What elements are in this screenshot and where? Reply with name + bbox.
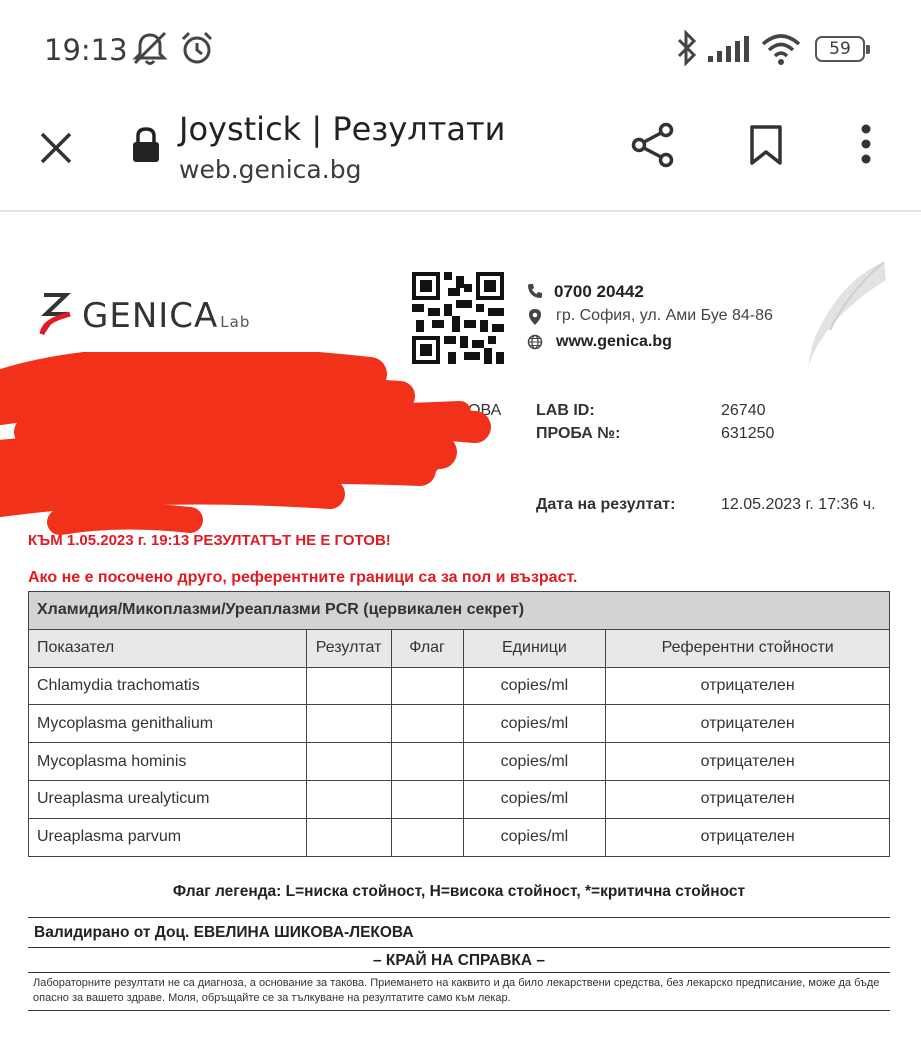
battery-level: 59 (829, 39, 851, 59)
logo-name: GENICA (82, 296, 219, 336)
table-title-row (29, 592, 890, 630)
page-title[interactable]: Joystick | Резултати (179, 110, 506, 148)
units-cell: copies/ml (463, 780, 606, 818)
column-header: Референтни стойности (606, 629, 890, 667)
flag-cell (391, 780, 463, 818)
column-header: Флаг (391, 629, 463, 667)
location-pin-icon (528, 308, 542, 326)
not-ready-prefix: КЪМ 1 (28, 532, 76, 549)
results-table (28, 591, 890, 857)
reference-note: Ако не е посочено друго, референтните граници са за пол и възраст. (28, 569, 578, 586)
table-header-row (29, 629, 890, 667)
patient-name-partial: ОВА (468, 402, 502, 419)
bluetooth-icon (676, 30, 698, 66)
result-cell (306, 743, 391, 781)
flag-legend: Флаг легенда: L=ниска стойност, H=висока стойност, *=критична стойност (172, 883, 746, 900)
wifi-icon (760, 32, 802, 66)
divider (28, 972, 890, 973)
address: гр. София, ул. Ами Буе 84-86 (556, 307, 773, 324)
indicator-name: Ureaplasma urealyticum (29, 780, 307, 818)
lab-id-label: LAB ID: (536, 402, 595, 419)
column-header: Показател (29, 629, 307, 667)
globe-icon (527, 334, 543, 350)
indicator-name: Mycoplasma genithalium (29, 705, 307, 743)
reference-cell: отрицателен (606, 667, 890, 705)
close-icon[interactable] (36, 128, 76, 168)
qr-code (412, 272, 504, 364)
end-of-report: – КРАЙ НА СПРАВКА – (373, 952, 545, 969)
logo-lab: Lab (220, 313, 251, 331)
result-cell (306, 818, 391, 856)
result-cell (306, 667, 391, 705)
decorative-swoosh (800, 260, 890, 370)
result-cell (306, 705, 391, 743)
table-row (29, 667, 890, 705)
table-row (29, 743, 890, 781)
indicator-name: Mycoplasma hominis (29, 743, 307, 781)
table-row (29, 780, 890, 818)
sample-value: 631250 (721, 425, 775, 442)
browser-toolbar (0, 96, 921, 212)
not-ready-suffix: .05.2023 г. 19:13 РЕЗУЛТАТЪТ НЕ Е ГОТОВ! (75, 532, 391, 549)
validated-by: Валидирано от Доц. ЕВЕЛИНА ШИКОВА-ЛЕКОВА (34, 924, 414, 941)
lab-report (0, 214, 921, 1054)
genica-logo-icon (36, 292, 76, 338)
units-cell: copies/ml (463, 705, 606, 743)
website-link[interactable]: www.genica.bg (556, 333, 672, 350)
indicator-name: Chlamydia trachomatis (29, 667, 307, 705)
table-row (29, 705, 890, 743)
divider (28, 947, 890, 948)
column-header: Резултат (306, 629, 391, 667)
table-row (29, 818, 890, 856)
units-cell: copies/ml (463, 743, 606, 781)
phone-number[interactable]: 0700 20442 (554, 282, 644, 301)
mute-icon (130, 30, 170, 68)
divider (28, 917, 890, 918)
reference-cell: отрицателен (606, 705, 890, 743)
battery-icon (815, 36, 865, 62)
column-header: Единици (463, 629, 606, 667)
divider (28, 1010, 890, 1011)
lab-id-value: 26740 (721, 402, 766, 419)
lock-icon[interactable] (130, 126, 162, 164)
page-url[interactable]: web.genica.bg (179, 155, 362, 184)
alarm-icon (179, 30, 215, 66)
result-date-value: 12.05.2023 г. 17:36 ч. (721, 496, 876, 513)
reference-cell: отрицателен (606, 818, 890, 856)
result-date-label: Дата на резултат: (536, 496, 676, 513)
result-cell (306, 780, 391, 818)
flag-cell (391, 818, 463, 856)
redaction-scribble (0, 352, 500, 552)
share-icon[interactable] (630, 122, 676, 168)
indicator-name: Ureaplasma parvum (29, 818, 307, 856)
genica-logo-text (82, 296, 250, 336)
phone-icon (527, 283, 543, 299)
disclaimer: Лабораторните резултати не са диагноза, а основание за такова. Приемането на каквито и да било лекарствени средства, без лекарско предписание, може да бъде опасно за вашето здраве. Моля, обръщайте се за тълкуване на резултатите само към лекар. (33, 977, 880, 1004)
flag-cell (391, 667, 463, 705)
flag-cell (391, 705, 463, 743)
sample-label: ПРОБА №: (536, 425, 621, 442)
table-title: Хламидия/Микоплазми/Уреаплазми PCR (цервикален секрет) (29, 592, 890, 630)
status-time: 19:13 (44, 33, 128, 67)
units-cell: copies/ml (463, 667, 606, 705)
more-vert-icon[interactable] (858, 124, 874, 166)
bookmark-icon[interactable] (748, 124, 784, 166)
signal-icon (708, 34, 752, 64)
reference-cell: отрицателен (606, 780, 890, 818)
flag-cell (391, 743, 463, 781)
reference-cell: отрицателен (606, 743, 890, 781)
units-cell: copies/ml (463, 818, 606, 856)
status-bar (0, 0, 921, 96)
